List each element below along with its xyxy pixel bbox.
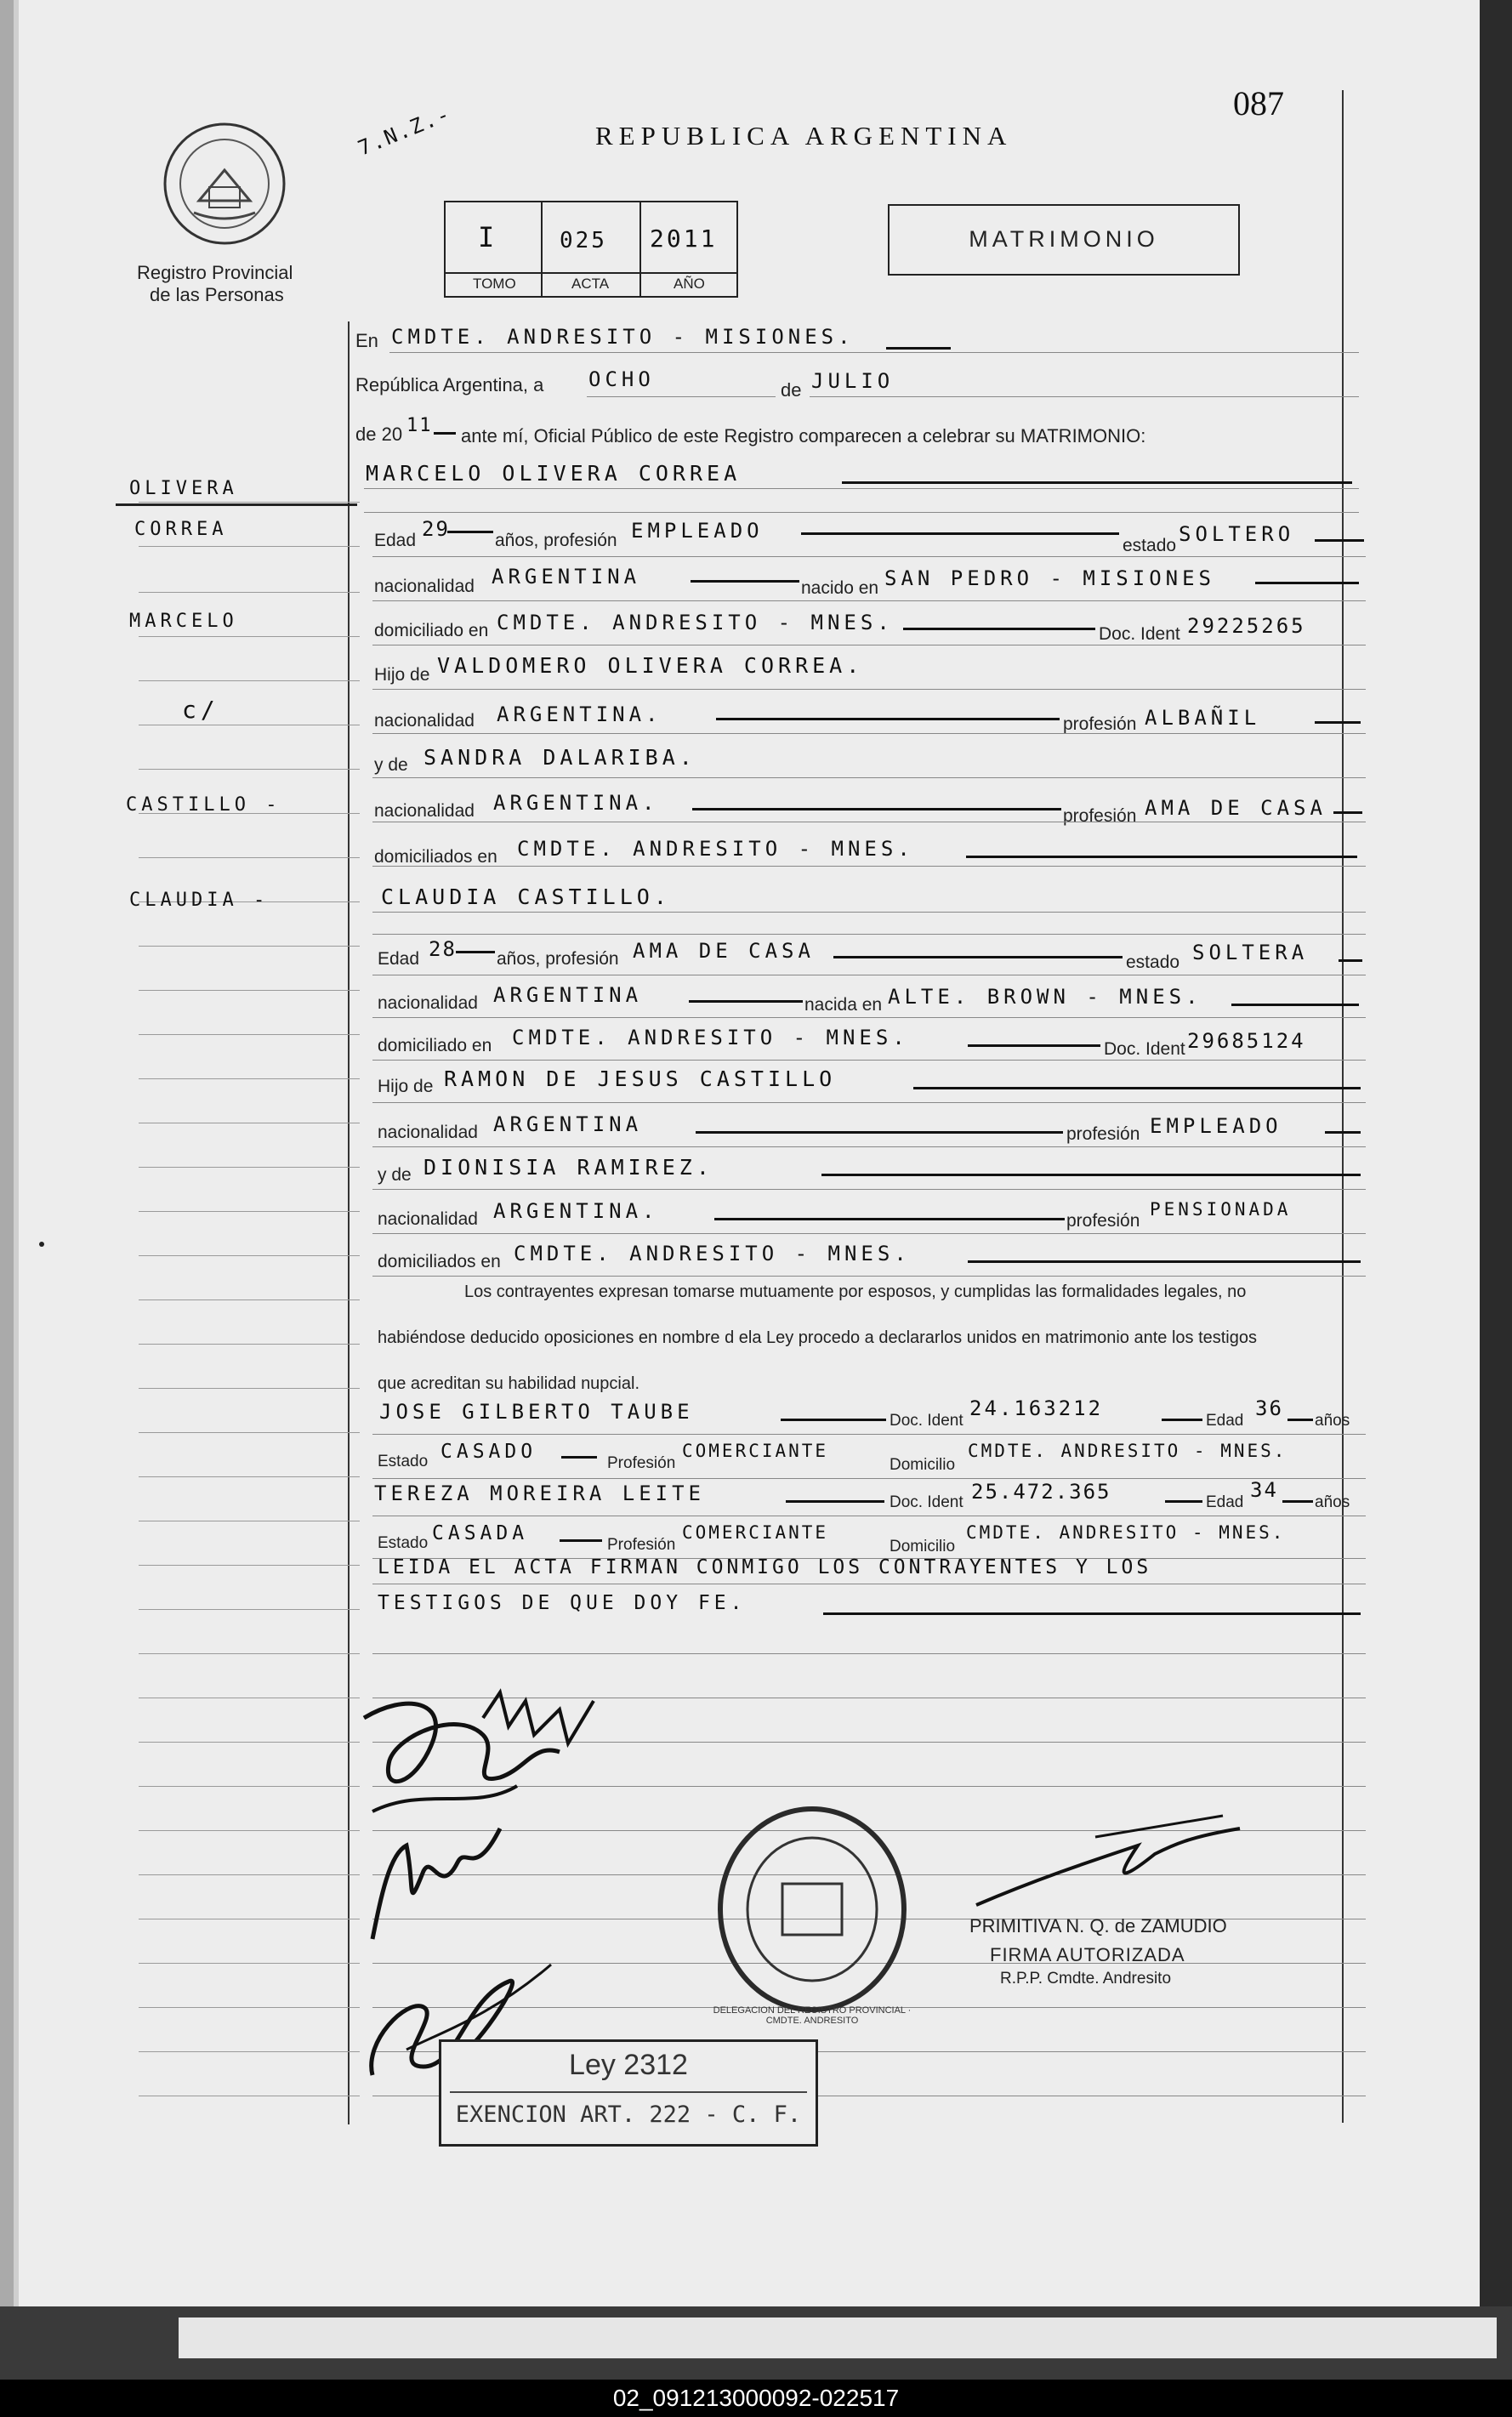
spouse2-mother-nacionalidad-label: nacionalidad <box>378 1209 478 1229</box>
acta-value: 025 <box>560 228 607 253</box>
book-spine-edge <box>14 0 19 2306</box>
next-page-strip <box>179 2317 1497 2358</box>
witness1-domicilio-label: Domicilio <box>890 1456 956 1474</box>
spouse2-doc-id: 29685124 <box>1187 1029 1306 1053</box>
margin-dot <box>39 1242 44 1247</box>
spouse1-father-profesion-label: profesión <box>1063 714 1137 734</box>
spouse1-mother-nationality: ARGENTINA. <box>493 791 659 815</box>
spouse2-name: CLAUDIA CASTILLO. <box>381 884 671 909</box>
de-label: de <box>781 379 802 401</box>
witness1-doc-label: Doc. Ident <box>890 1412 963 1430</box>
spouse2-mother-nationality: ARGENTINA. <box>493 1199 659 1223</box>
spouse1-mother-label: y de <box>374 755 408 775</box>
republica-label: República Argentina, a <box>355 374 544 395</box>
declaration-line-3: que acreditan su habilidad nupcial. <box>378 1374 639 1393</box>
spouse1-father-nacionalidad-label: nacionalidad <box>374 711 475 731</box>
witness2-name: TEREZA MOREIRA LEITE <box>374 1481 705 1505</box>
closing-line-1: LEIDA EL ACTA FIRMAN CONMIGO LOS CONTRAYENTES Y LOS <box>378 1556 1152 1578</box>
margin-name-surname3: CASTILLO - <box>126 794 281 816</box>
spouse2-doc-label: Doc. Ident <box>1104 1039 1185 1059</box>
round-stamp-text: DELEGACION DEL REGISTRO PROVINCIAL · CMDTE. ANDRESITO <box>713 2005 912 2026</box>
spouse1-age: 29 <box>422 517 450 541</box>
spouse1-parents-address: CMDTE. ANDRESITO - MNES. <box>517 837 914 861</box>
spouse1-occupation: EMPLEADO <box>631 519 764 543</box>
exemption-line-2: EXENCION ART. 222 - C. F. <box>455 2101 802 2128</box>
place: CMDTE. ANDRESITO - MISIONES. <box>391 325 855 349</box>
spouse1-birthplace: SAN PEDRO - MISIONES <box>884 566 1215 590</box>
page-number: 087 <box>1233 84 1284 122</box>
signature-spouse1 <box>355 1684 611 1828</box>
tomo-label: TOMO <box>473 276 516 292</box>
spouse2-nationality: ARGENTINA <box>493 983 643 1007</box>
statement: ante mí, Oficial Público de este Registro comparecen a celebrar su MATRIMONIO: <box>461 425 1146 446</box>
spouse2-father-profesion-label: profesión <box>1066 1124 1140 1144</box>
spouse1-nacionalidad-label: nacionalidad <box>374 577 475 596</box>
margin-name-surname2: CORREA <box>134 519 228 540</box>
spouse1-name: MARCELO OLIVERA CORREA <box>366 461 742 486</box>
witness1-estado-label: Estado <box>378 1453 429 1470</box>
type-label: MATRIMONIO <box>969 226 1159 252</box>
spouse1-mother-occupation: AMA DE CASA <box>1145 796 1327 820</box>
witness1-name: JOSE GILBERTO TAUBE <box>379 1400 694 1424</box>
spouse2-domiciliado-label: domiciliado en <box>378 1036 492 1055</box>
spouse1-nationality: ARGENTINA <box>492 565 641 589</box>
witness2-address: CMDTE. ANDRESITO - MNES. <box>966 1522 1286 1543</box>
record-box <box>444 201 738 298</box>
spouse2-father-name: RAMON DE JESUS CASTILLO <box>444 1066 837 1091</box>
witness2-doc-label: Doc. Ident <box>890 1493 963 1511</box>
witness2-age: 34 <box>1250 1478 1278 1502</box>
witness1-address: CMDTE. ANDRESITO - MNES. <box>968 1441 1287 1461</box>
spouse1-doc-label: Doc. Ident <box>1099 624 1180 644</box>
official-title: FIRMA AUTORIZADA <box>990 1944 1185 1965</box>
ano-value: 2011 <box>650 225 718 253</box>
spouse1-address: CMDTE. ANDRESITO - MNES. <box>497 611 894 634</box>
spouse1-mother-name: SANDRA DALARIBA. <box>423 745 696 770</box>
exemption-stamp <box>439 2039 818 2147</box>
right-margin-rule <box>1342 90 1344 2123</box>
tomo-value: I <box>478 221 499 253</box>
spouse2-father-label: Hijo de <box>378 1077 434 1096</box>
spouse2-edad-label: Edad <box>378 949 420 969</box>
witness2-civil-status: CASADA <box>432 1522 529 1544</box>
agency-line-1: Registro Provincial <box>137 262 293 283</box>
spouse1-edad-label: Edad <box>374 531 417 550</box>
spouse2-occupation: AMA DE CASA <box>633 939 815 963</box>
spouse1-parents-address-label: domiciliados en <box>374 847 497 867</box>
ano-label: AÑO <box>674 276 705 292</box>
spouse2-father-nacionalidad-label: nacionalidad <box>378 1123 478 1142</box>
spouse1-father-nationality: ARGENTINA. <box>497 702 662 726</box>
official-office: R.P.P. Cmdte. Andresito <box>1000 1970 1172 1988</box>
witness1-civil-status: CASADO <box>441 1441 537 1463</box>
witness2-occupation: COMERCIANTE <box>682 1522 829 1543</box>
closing-line-2: TESTIGOS DE QUE DOY FE. <box>378 1592 747 1614</box>
book-spine <box>0 0 14 2306</box>
header-title: REPUBLICA ARGENTINA <box>595 121 1013 151</box>
spouse1-doc-id: 29225265 <box>1187 614 1306 638</box>
spouse2-address: CMDTE. ANDRESITO - MNES. <box>512 1026 909 1049</box>
year-prefix: de 20 <box>355 424 403 445</box>
spouse2-nacida-label: nacida en <box>804 995 883 1015</box>
witness2-profesion-label: Profesión <box>607 1536 676 1554</box>
spouse2-parents-address: CMDTE. ANDRESITO - MNES. <box>514 1242 911 1265</box>
year-suffix: 11 <box>406 415 433 436</box>
spouse1-estado-label: estado <box>1123 536 1177 555</box>
spouse2-mother-profesion-label: profesión <box>1066 1211 1140 1231</box>
agency-line-2: de las Personas <box>150 284 284 305</box>
en-label: En <box>355 330 378 351</box>
reference-code: 02_091213000092-022517 <box>0 2380 1512 2417</box>
margin-name-given1: MARCELO <box>129 611 238 632</box>
spouse2-mother-occupation: PENSIONADA <box>1150 1199 1292 1220</box>
witness2-doc-id: 25.472.365 <box>971 1480 1111 1504</box>
spouse2-nacionalidad-label: nacionalidad <box>378 993 478 1013</box>
spouse2-parents-address-label: domiciliados en <box>378 1252 501 1271</box>
witness1-edad-label: Edad <box>1206 1412 1244 1430</box>
corner-note: 7.N.Z.- <box>354 101 455 161</box>
spouse1-anos-profesion-label: años, profesión <box>495 531 617 550</box>
spouse2-father-occupation: EMPLEADO <box>1150 1114 1282 1138</box>
book-cover-edge <box>1480 0 1512 2306</box>
declaration-line-2: habiéndose deducido oposiciones en nombre d ela Ley procedo a declararlos unidos en matrimonio ante los testigos <box>378 1328 1257 1347</box>
spouse2-age: 28 <box>429 937 457 961</box>
witness2-edad-label: Edad <box>1206 1493 1244 1511</box>
signature-spouse2 <box>355 1820 526 1948</box>
provincial-seal-icon <box>160 119 289 248</box>
witness1-age: 36 <box>1255 1396 1283 1420</box>
witness1-doc-id: 24.163212 <box>969 1396 1104 1420</box>
round-delegation-stamp <box>713 1803 912 2026</box>
document-page <box>15 0 1495 2306</box>
exemption-line-1: Ley 2312 <box>569 2049 688 2081</box>
witness2-anos-label: años <box>1315 1493 1350 1511</box>
spouse2-mother-label: y de <box>378 1165 412 1185</box>
margin-name-given2: CLAUDIA - <box>129 890 270 911</box>
spouse1-father-name: VALDOMERO OLIVERA CORREA. <box>437 653 864 678</box>
spouse2-civil-status: SOLTERA <box>1192 941 1309 964</box>
witness2-domicilio-label: Domicilio <box>890 1538 956 1555</box>
spouse2-father-nationality: ARGENTINA <box>493 1112 643 1136</box>
acta-label: ACTA <box>571 276 610 292</box>
witness1-profesion-label: Profesión <box>607 1454 676 1472</box>
month: JULIO <box>811 369 895 393</box>
margin-name-connector: c/ <box>182 696 219 724</box>
signature-official <box>968 1811 1248 1914</box>
margin-name-surname1: OLIVERA <box>129 478 238 499</box>
spouse1-mother-nacionalidad-label: nacionalidad <box>374 801 475 821</box>
spouse1-domiciliado-label: domiciliado en <box>374 621 489 640</box>
day: OCHO <box>588 367 655 391</box>
official-name: PRIMITIVA N. Q. de ZAMUDIO <box>969 1915 1227 1936</box>
spouse1-mother-profesion-label: profesión <box>1063 806 1137 826</box>
spouse1-civil-status: SOLTERO <box>1179 522 1295 546</box>
witness2-estado-label: Estado <box>378 1534 429 1552</box>
declaration-line-1: Los contrayentes expresan tomarse mutuamente por esposos, y cumplidas las formalidades legales, no <box>464 1282 1247 1301</box>
witness1-occupation: COMERCIANTE <box>682 1441 829 1461</box>
spouse2-anos-profesion-label: años, profesión <box>497 949 619 969</box>
witness1-anos-label: años <box>1315 1412 1350 1430</box>
spouse2-estado-label: estado <box>1126 953 1180 972</box>
type-box <box>888 204 1240 276</box>
spouse1-father-occupation: ALBAÑIL <box>1145 706 1261 730</box>
spouse2-birthplace: ALTE. BROWN - MNES. <box>888 985 1202 1009</box>
spouse1-nacido-label: nacido en <box>801 578 879 598</box>
spouse1-father-label: Hijo de <box>374 665 430 685</box>
spouse2-mother-name: DIONISIA RAMIREZ. <box>423 1155 713 1180</box>
